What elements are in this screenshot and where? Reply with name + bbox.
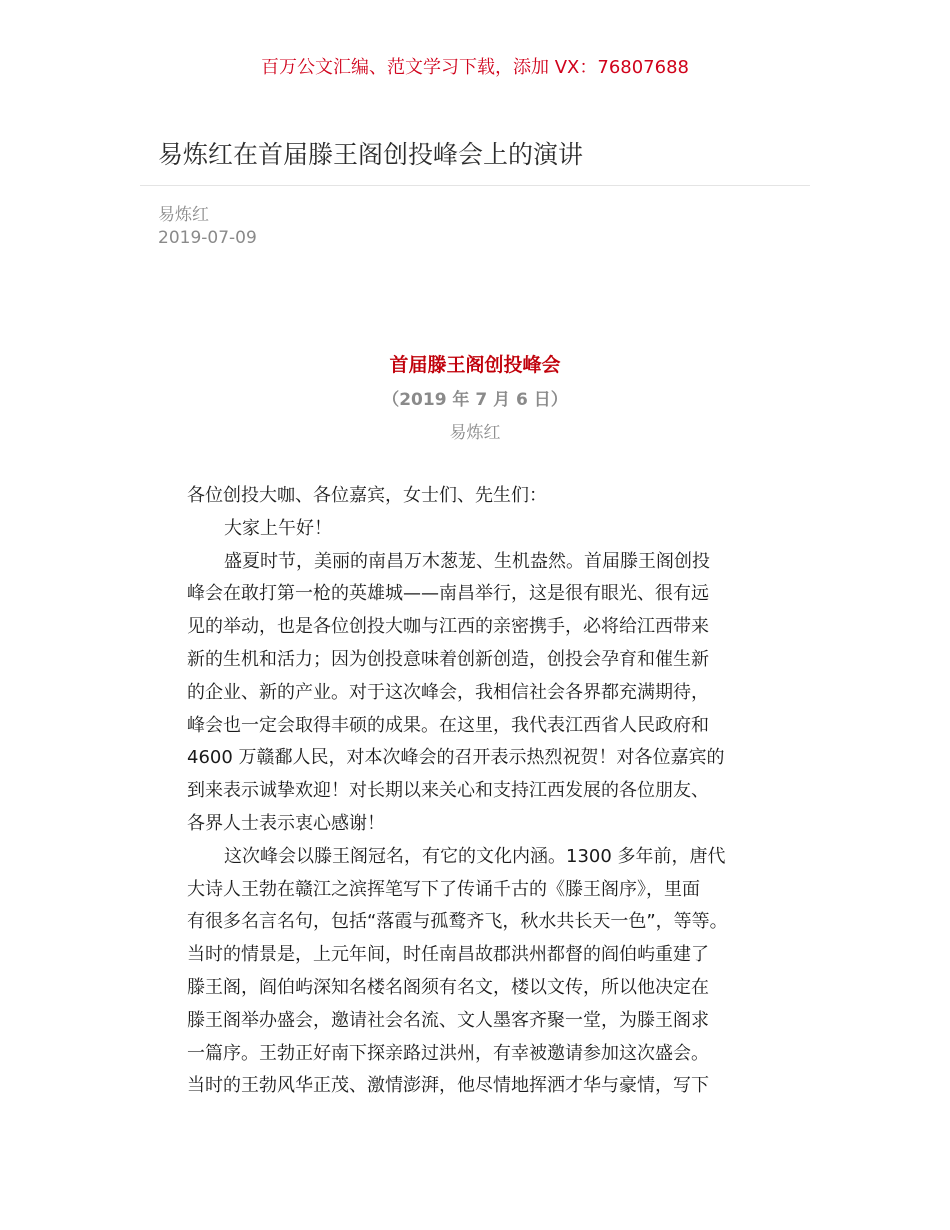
page-title: 易炼红在首届滕王阁创投峰会上的演讲	[158, 140, 584, 169]
body-line: 滕王阁举办盛会，邀请社会名流、文人墨客齐聚一堂，为滕王阁求	[187, 1009, 709, 1031]
body-line: 滕王阁，阎伯屿深知名楼名阁须有名文，楼以文传，所以他决定在	[187, 976, 709, 998]
body-line: 盛夏时节，美丽的南昌万木葱茏、生机盎然。首届滕王阁创投	[224, 550, 710, 572]
title-divider	[140, 185, 810, 186]
body-line: 4600 万赣鄱人民，对本次峰会的召开表示热烈祝贺！对各位嘉宾的	[187, 747, 725, 769]
promo-banner: 百万公文汇编、范文学习下载，添加 VX：76807688	[261, 57, 689, 78]
body-line: 一篇序。王勃正好南下探亲路过洪州，有幸被邀请参加这次盛会。	[187, 1042, 709, 1064]
body-line: 有很多名言名句，包括“落霞与孤鹜齐飞，秋水共长天一色”，等等。	[187, 911, 728, 933]
article-author: 易炼红	[158, 205, 209, 225]
body-line: 到来表示诚挚欢迎！对长期以来关心和支持江西发展的各位朋友、	[187, 780, 709, 802]
body-line: 各界人士表示衷心感谢！	[187, 812, 385, 834]
speech-date: （2019 年 7 月 6 日）	[382, 390, 568, 410]
body-line: 这次峰会以滕王阁冠名，有它的文化内涵。1300 多年前，唐代	[224, 845, 726, 867]
body-line: 大家上午好！	[224, 517, 332, 539]
body-line: 大诗人王勃在赣江之滨挥笔写下了传诵千古的《滕王阁序》，里面	[187, 878, 700, 900]
body-line: 当时的情景是，上元年间，时任南昌故郡洪州都督的阎伯屿重建了	[187, 944, 709, 966]
body-line: 当时的王勃风华正茂、激情澎湃，他尽情地挥洒才华与豪情，写下	[187, 1075, 709, 1097]
speech-speaker: 易炼红	[449, 423, 501, 443]
speech-body	[187, 480, 767, 1103]
speech-title: 首届滕王阁创投峰会	[389, 354, 561, 376]
body-line: 新的生机和活力；因为创投意味着创新创造，创投会孕育和催生新	[187, 648, 709, 670]
body-line: 见的举动，也是各位创投大咖与江西的亲密携手，必将给江西带来	[187, 616, 709, 638]
body-line: 峰会也一定会取得丰硕的成果。在这里，我代表江西省人民政府和	[187, 714, 709, 736]
body-line: 各位创投大咖、各位嘉宾，女士们、先生们：	[187, 485, 547, 506]
body-line: 峰会在敢打第一枪的英雄城——南昌举行，这是很有眼光、很有远	[187, 583, 709, 605]
article-date: 2019-07-09	[158, 228, 257, 248]
body-line: 的企业、新的产业。对于这次峰会，我相信社会各界都充满期待，	[187, 681, 709, 703]
